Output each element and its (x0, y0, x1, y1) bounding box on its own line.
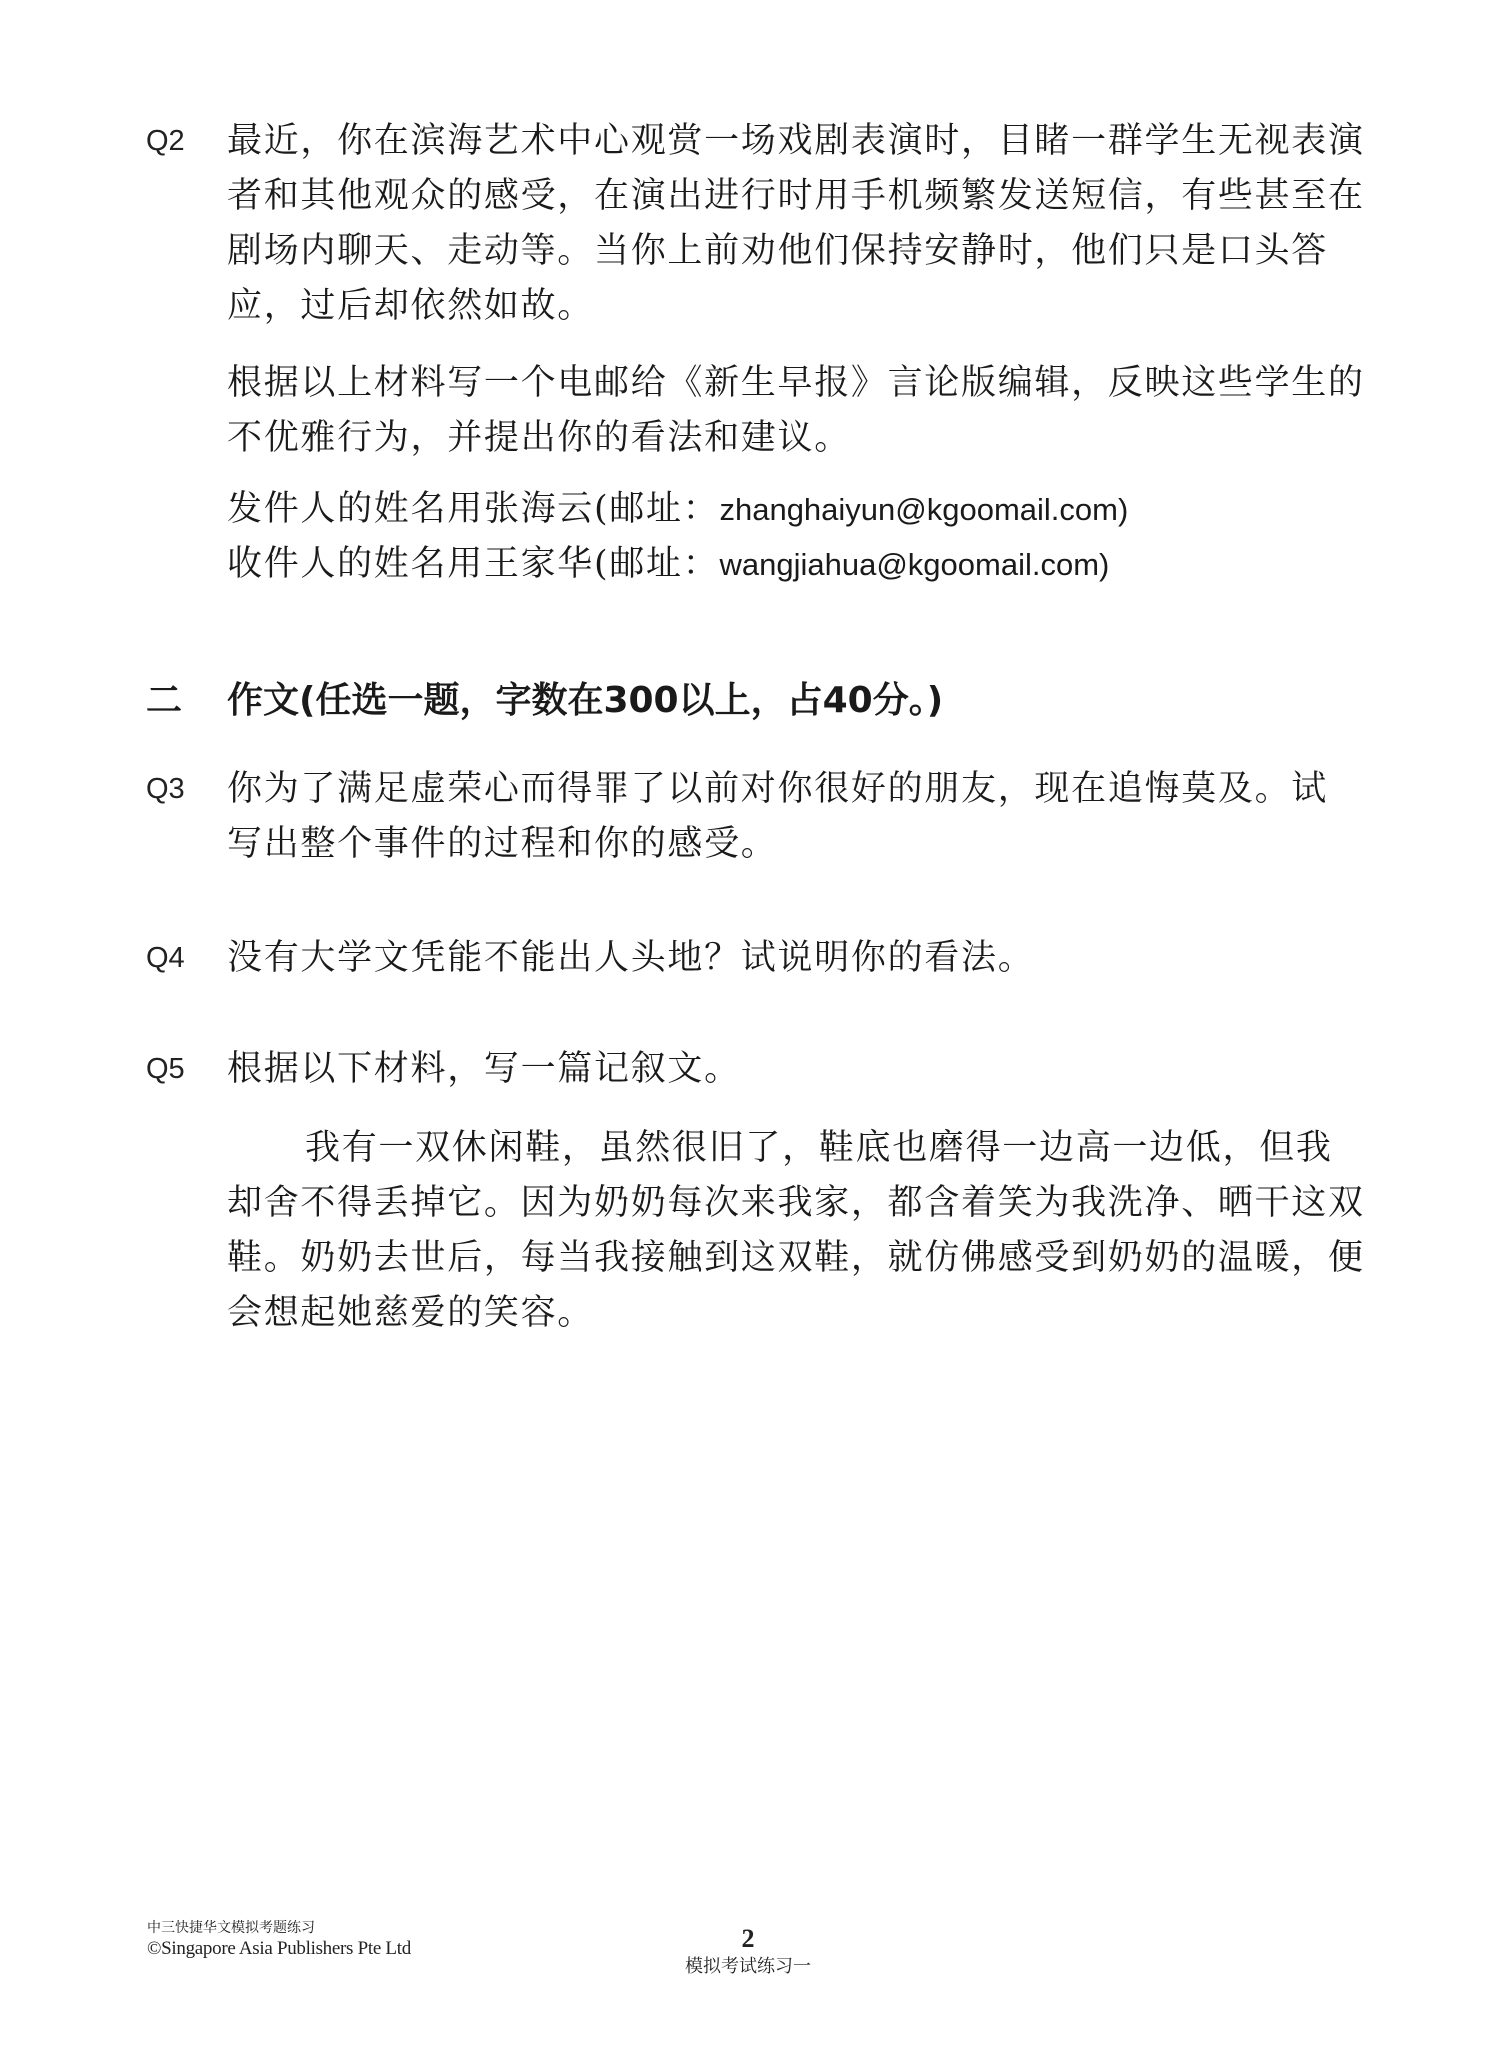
question-label-q4: Q4 (146, 942, 185, 974)
q2-line: 最近，你在滨海艺术中心观赏一场戏剧表演时，目睹一群学生无视表演 (227, 121, 1365, 161)
sender-suffix: ) (1118, 492, 1129, 527)
q5-material-line: 我有一双休闲鞋，虽然很旧了，鞋底也磨得一边高一边低，但我 (305, 1128, 1333, 1168)
question-q2-body (227, 114, 1365, 334)
question-q2-contacts (227, 482, 1352, 592)
q2-task-line: 根据以上材料写一个电邮给《新生早报》言论版编辑，反映这些学生的 (227, 363, 1365, 403)
q2-line: 剧场内聊天、走动等。当你上前劝他们保持安静时，他们只是口头答 (227, 231, 1329, 271)
q5-material-line: 会想起她慈爱的笑容。 (227, 1293, 595, 1333)
q3-line: 你为了满足虚荣心而得罪了以前对你很好的朋友，现在追悔莫及。试 (227, 769, 1329, 809)
sender-email: zhanghaiyun@kgoomail.com (719, 492, 1118, 527)
recipient-line (227, 537, 1352, 592)
section-number: 二 (146, 680, 183, 721)
section-title: 作文(任选一题，字数在300以上，占40分。) (227, 680, 944, 721)
question-q5-material (227, 1121, 1365, 1341)
question-q2-task (227, 356, 1365, 466)
q3-line: 写出整个事件的过程和你的感受。 (227, 824, 778, 864)
page-number: 2 (741, 1924, 755, 1953)
footer-book-title: 中三快捷华文模拟考题练习 (147, 1920, 315, 1936)
recipient-email: wangjiahua@kgoomail.com (719, 547, 1100, 582)
recipient-prefix: 收件人的姓名用王家华(邮址： (227, 544, 720, 584)
recipient-suffix: ) (1099, 547, 1110, 582)
footer-section-title: 模拟考试练习一 (685, 1956, 811, 1977)
sender-line (227, 482, 1352, 537)
q2-line: 应，过后却依然如故。 (227, 286, 595, 326)
q4-line: 没有大学文凭能不能出人头地？试说明你的看法。 (227, 938, 1035, 978)
sender-prefix: 发件人的姓名用张海云(邮址： (227, 489, 720, 529)
question-q4-body (227, 931, 1352, 986)
footer-publisher (147, 1918, 411, 1960)
footer-page-info (648, 1924, 848, 1980)
q2-task-line: 不优雅行为，并提出你的看法和建议。 (227, 418, 851, 458)
footer-copyright: ©Singapore Asia Publishers Pte Ltd (147, 1938, 411, 1959)
q2-line: 者和其他观众的感受，在演出进行时用手机频繁发送短信，有些甚至在 (227, 176, 1365, 216)
q5-instruction-line: 根据以下材料，写一篇记叙文。 (227, 1049, 741, 1089)
question-label-q5: Q5 (146, 1053, 185, 1085)
question-label-q2: Q2 (146, 125, 185, 157)
q5-material-line: 鞋。奶奶去世后，每当我接触到这双鞋，就仿佛感受到奶奶的温暖，便 (227, 1238, 1365, 1278)
section-heading (146, 672, 943, 730)
question-q3-body (227, 762, 1352, 872)
question-q5-instruction (227, 1042, 1352, 1097)
question-label-q3: Q3 (146, 773, 185, 805)
q5-material-line: 却舍不得丢掉它。因为奶奶每次来我家，都含着笑为我洗净、晒干这双 (227, 1183, 1365, 1223)
